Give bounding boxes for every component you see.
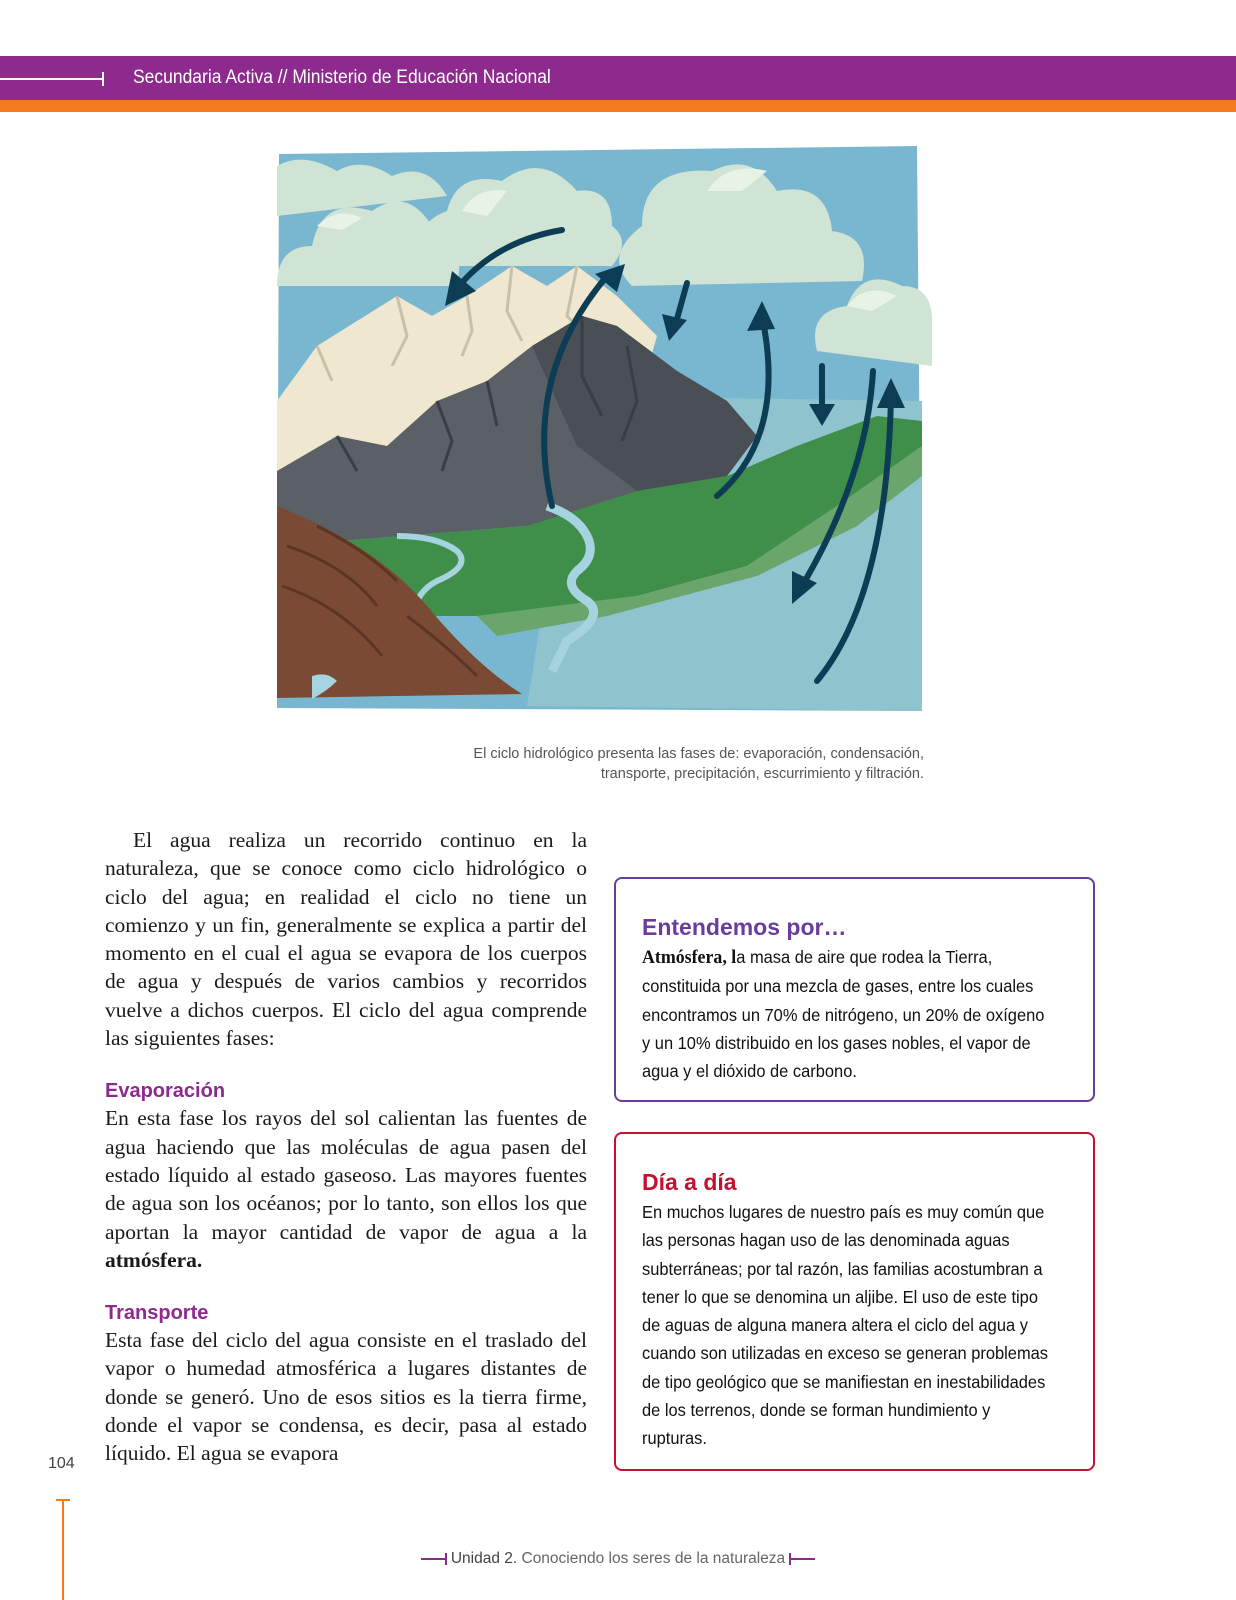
footer-line-left — [421, 1558, 447, 1560]
daily-life-box — [614, 1132, 1095, 1471]
page-number: 104 — [48, 1455, 75, 1472]
glossary-definition-text: a masa de aire que rodea la Tierra, constituida por una mezcla de gases, entre los cuales encontramos un 70% de nitrógeno, un 20% de oxígeno y un 10% distribuido en los gases nobles, el vapor de agua y el dióxido de carbono. — [642, 947, 1045, 1082]
intro-paragraph: El agua realiza un recorrido continuo en la naturaleza, que se conoce como ciclo hidrológico o ciclo del agua; en realidad el ciclo no tiene un comienzo y un fin, generalmente se explica a partir del momento en el cual el agua se evapora de los cuerpos de agua y después de varios cambios y recorridos vuelve a dichos cuerpos. El ciclo del agua comprende las siguientes fases: — [105, 828, 587, 1051]
caption-line-1: El ciclo hidrológico presenta las fases de: evaporación, condensación, — [473, 746, 924, 762]
glossary-definition — [642, 943, 1056, 1085]
glossary-term: Atmósfera, l — [642, 947, 737, 968]
daily-life-title: Día a día — [642, 1169, 737, 1195]
footer-unit: Unidad 2. — [450, 1550, 518, 1567]
evaporation-heading: Evaporación — [105, 1080, 226, 1103]
left-margin-tick — [56, 1499, 70, 1501]
evaporation-text: En esta fase los rayos del sol calientan las fuentes de agua haciendo que las moléculas de agua pasen del estado líquido al estado gaseoso. Las mayores fuentes de agua son los océanos; por lo tanto, son ellos los que aportan la mayor cantidad de vapor de agua a la — [105, 1106, 587, 1244]
header-tick — [102, 72, 104, 86]
caption-line-2: transporte, precipitación, escurrimiento y filtración. — [600, 766, 924, 782]
header-orange-stripe — [0, 100, 1236, 112]
glossary-title: Entendemos por… — [642, 914, 847, 940]
glossary-box — [614, 877, 1095, 1102]
footer-line-right — [789, 1558, 815, 1560]
transport-paragraph: Esta fase del ciclo del agua consiste en el traslado del vapor o humedad atmosférica a lugares distantes de donde se generó. Uno de esos sitios es la tierra firme, donde el vapor se condensa, es decir, pasa al estado líquido. El agua se evapora — [105, 1328, 587, 1466]
atmosphere-term: atmósfera. — [105, 1247, 203, 1272]
evaporation-paragraph — [105, 1104, 587, 1274]
figure-caption — [400, 744, 924, 784]
header-title: Secundaria Activa // Ministerio de Educación Nacional — [133, 67, 551, 88]
main-text-column — [105, 826, 587, 1468]
transport-heading: Transporte — [105, 1302, 209, 1325]
daily-life-text: En muchos lugares de nuestro país es muy común que las personas hagan uso de las denominada aguas subterráneas; por tal razón, las familias acostumbran a tener lo que se denomina un aljibe. El uso de este tipo de aguas de alguna manera altera el ciclo del agua y cuando son utilizadas en exceso se generan problemas de tipo geológico que se manifiestan en inestabilidades de los terrenos, donde se forman hundimiento y rupturas. — [642, 1202, 1049, 1449]
footer-title: Conociendo los seres de la naturaleza — [517, 1550, 786, 1567]
footer — [0, 1550, 1236, 1568]
header-line — [0, 78, 104, 80]
water-cycle-illustration — [277, 146, 947, 726]
